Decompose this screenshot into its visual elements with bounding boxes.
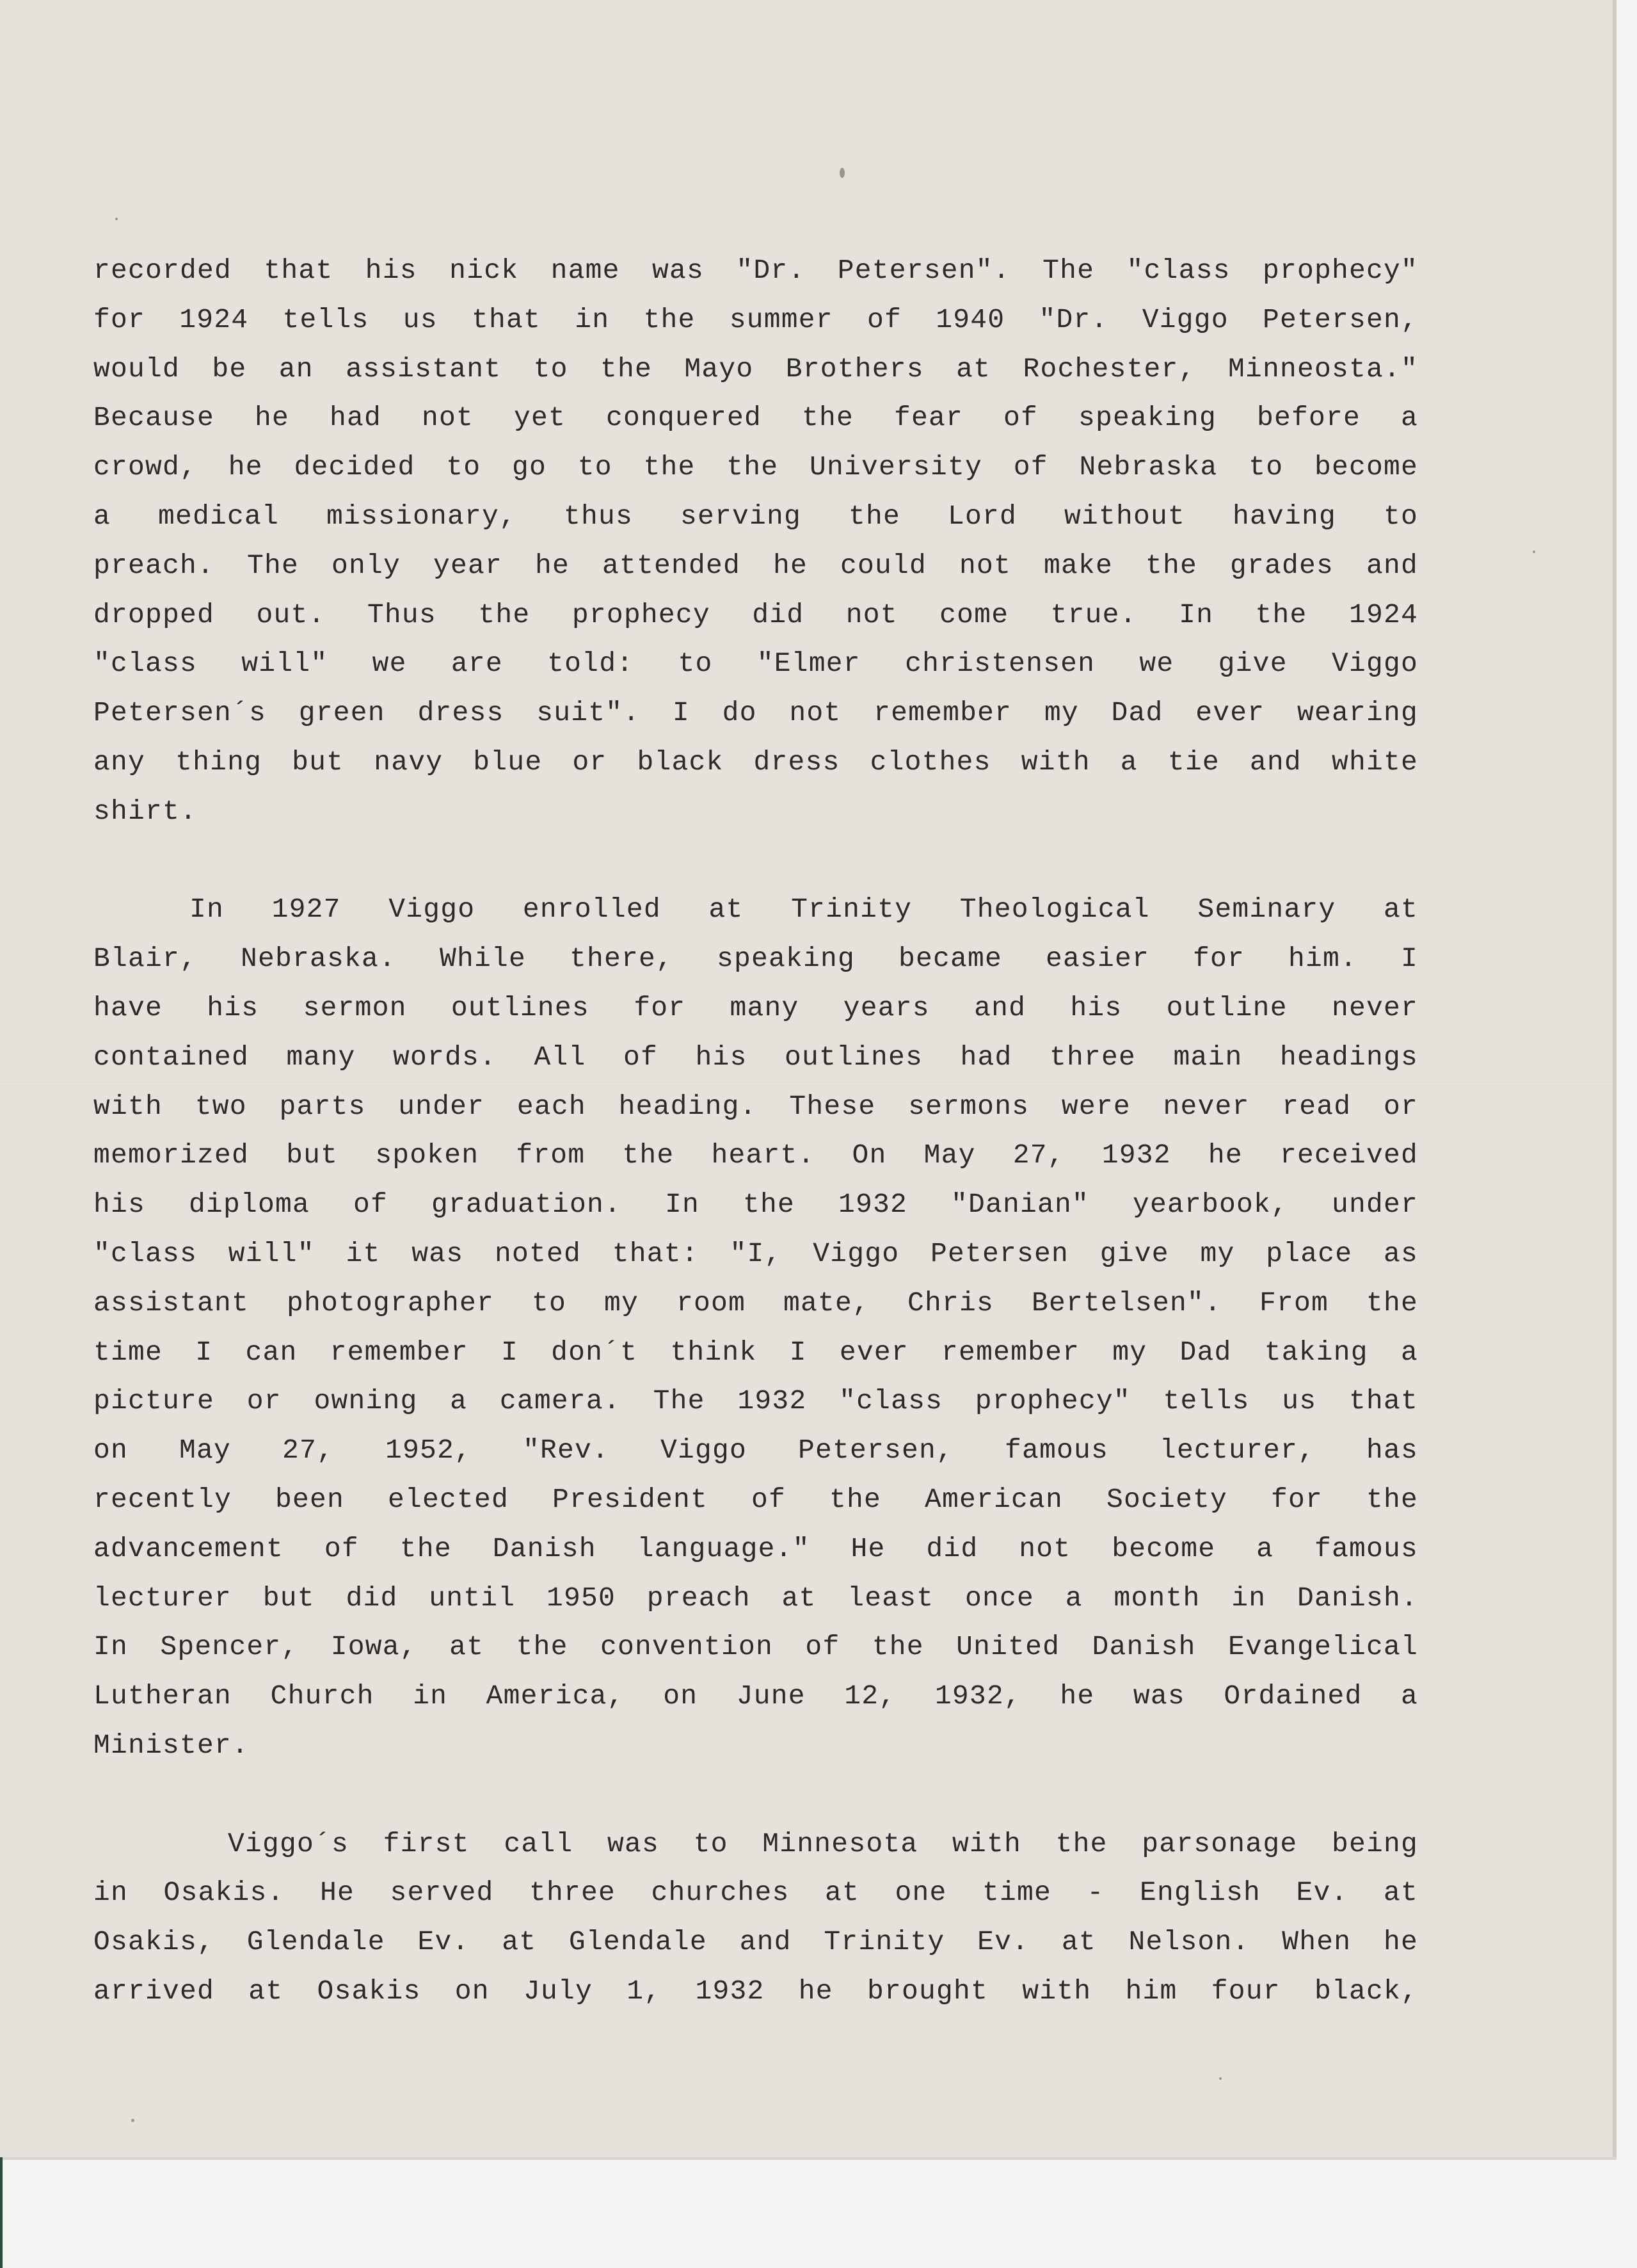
text-line: shirt.: [93, 795, 198, 827]
text-line: memorized but spoken from the heart. On May 27, 1932 he received: [93, 1139, 1418, 1171]
text-line: "class will" we are told: to "Elmer christensen we give Viggo: [93, 648, 1418, 680]
ink-speck: [1533, 551, 1535, 553]
text-line: contained many words. All of his outlines had three main headings: [93, 1041, 1418, 1073]
text-line: for 1924 tells us that in the summer of 1940 "Dr. Viggo Petersen,: [93, 303, 1418, 335]
text-line: dropped out. Thus the prophecy did not come true. In the 1924: [93, 599, 1418, 631]
text-line: advancement of the Danish language." He did not become a famous: [93, 1532, 1418, 1564]
text-line: a medical missionary, thus serving the Lord without having to: [93, 500, 1418, 532]
paper-right-edge: [1613, 0, 1617, 2157]
text-line: his diploma of graduation. In the 1932 "Danian" yearbook, under: [93, 1189, 1418, 1221]
text-line: any thing but navy blue or black dress clothes with a tie and white: [93, 746, 1418, 778]
text-line: recorded that his nick name was "Dr. Petersen". The "class prophecy": [93, 255, 1418, 286]
text-line: preach. The only year he attended he could not make the grades and: [93, 549, 1418, 581]
ink-speck: [131, 2119, 134, 2122]
paragraph: [93, 1820, 1418, 2016]
text-line: Because he had not yet conquered the fear of speaking before a: [93, 402, 1418, 434]
text-line: on May 27, 1952, "Rev. Viggo Petersen, famous lecturer, has: [93, 1435, 1418, 1467]
paragraph: [93, 885, 1418, 1770]
paragraph-gap: [93, 1771, 1418, 1820]
text-line: "class will" it was noted that: "I, Viggo Petersen give my place as: [93, 1237, 1418, 1269]
ink-speck: [115, 218, 118, 220]
text-line: recently been elected President of the American Society for the: [93, 1483, 1418, 1515]
text-line: lecturer but did until 1950 preach at least once a month in Danish.: [93, 1582, 1418, 1614]
text-line: In 1927 Viggo enrolled at Trinity Theological Seminary at: [189, 894, 1418, 926]
ink-speck: [840, 168, 845, 178]
text-line: in Osakis. He served three churches at one time - English Ev. at: [93, 1877, 1418, 1909]
text-line: In Spencer, Iowa, at the convention of the United Danish Evangelical: [93, 1631, 1418, 1663]
document-body: [93, 246, 1418, 2016]
paragraph-gap: [93, 837, 1418, 886]
text-line: time I can remember I don´t think I ever remember my Dad taking a: [93, 1336, 1418, 1368]
text-line: Viggo´s first call was to Minnesota with the parsonage being: [228, 1828, 1418, 1860]
text-line: crowd, he decided to go to the the University of Nebraska to become: [93, 451, 1418, 483]
text-line: Lutheran Church in America, on June 12, 1932, he was Ordained a: [93, 1680, 1418, 1712]
text-line: would be an assistant to the Mayo Brothers at Rochester, Minneosta.": [93, 353, 1418, 385]
scanner-edge-mark: [0, 2157, 3, 2268]
text-line: Minister.: [93, 1729, 250, 1761]
text-line: Blair, Nebraska. While there, speaking became easier for him. I: [93, 943, 1418, 975]
text-line: assistant photographer to my room mate, Chris Bertelsen". From the: [93, 1287, 1418, 1319]
paragraph: [93, 246, 1418, 837]
text-line: arrived at Osakis on July 1, 1932 he brought with him four black,: [93, 1975, 1418, 2007]
text-line: have his sermon outlines for many years and his outline never: [93, 992, 1418, 1024]
text-line: Osakis, Glendale Ev. at Glendale and Trinity Ev. at Nelson. When he: [93, 1926, 1418, 1958]
text-line: picture or owning a camera. The 1932 "class prophecy" tells us that: [93, 1385, 1418, 1417]
text-line: Petersen´s green dress suit". I do not remember my Dad ever wearing: [93, 697, 1418, 729]
ink-speck: [1219, 2077, 1222, 2080]
paper-bottom-shadow: [0, 2157, 1617, 2160]
text-line: with two parts under each heading. These sermons were never read or: [93, 1090, 1418, 1122]
